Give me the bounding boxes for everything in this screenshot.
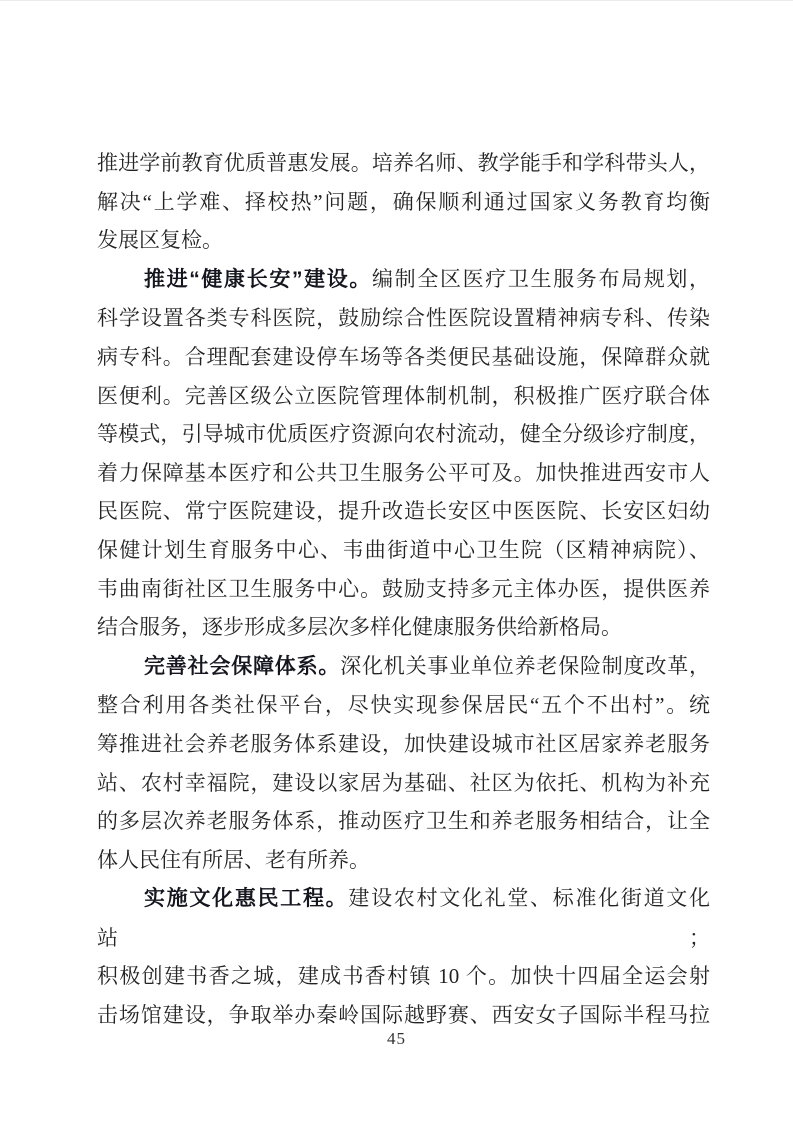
text-line — [97, 531, 710, 570]
text-line — [97, 338, 710, 377]
body-text: 的多层次养老服务体系，推动医疗卫生和养老服务相结合，让全 — [97, 809, 710, 834]
body-text: 韦曲南街社区卫生服务中心。鼓励支持多元主体办医，提供医养 — [97, 576, 710, 601]
body-text: 保健计划生育服务中心、韦曲街道中心卫生院（区精神病院）、 — [97, 537, 710, 562]
body-text: 科学设置各类专科医院，鼓励综合性医院设置精神病专科、传染 — [97, 306, 710, 331]
body-text: 着力保障基本医疗和公共卫生服务公平可及。加快推进西安市人 — [97, 460, 710, 485]
paragraph — [97, 879, 710, 1034]
text-line — [97, 686, 710, 725]
text-line — [97, 299, 710, 338]
text-line — [97, 415, 710, 454]
body-text: 积极创建书香之城，建成书香村镇 10 个。加快十四届全运会射 — [97, 964, 710, 989]
run-in-heading: 推进“健康长安”建设。 — [144, 267, 373, 291]
body-text: 整合利用各类社保平台，尽快实现参保居民“五个不出村”。统 — [97, 693, 710, 718]
body-text: 站、农村幸福院，建设以家居为基础、社区为依托、机构为补充 — [97, 770, 710, 795]
text-line — [97, 802, 710, 841]
body-text: 发展区复检。 — [97, 228, 223, 253]
text-line — [97, 570, 710, 609]
text-line — [97, 492, 710, 531]
body-text: 击场馆建设，争取举办秦岭国际越野赛、西安女子国际半程马拉 — [97, 1003, 710, 1028]
page-footer — [0, 1029, 793, 1049]
text-line — [97, 454, 710, 493]
text-line — [97, 377, 710, 416]
run-in-heading: 完善社会保障体系。 — [144, 654, 341, 678]
text-line — [97, 183, 710, 222]
body-text: 等模式，引导城市优质医疗资源向农村流动，健全分级诊疗制度， — [97, 422, 710, 447]
body-text: 医便利。完善区级公立医院管理体制机制，积极推广医疗联合体 — [97, 383, 710, 408]
body-text: 深化机关事业单位养老保险制度改革， — [340, 653, 710, 678]
document-text-block — [97, 144, 710, 1035]
text-line — [97, 957, 710, 996]
text-line — [97, 764, 710, 803]
body-text: 筹推进社会养老服务体系建设，加快建设城市社区居家养老服务 — [97, 731, 710, 756]
text-line — [97, 608, 710, 647]
text-line — [97, 725, 710, 764]
text-line — [97, 841, 710, 880]
body-text: 编制全区医疗卫生服务布局规划， — [372, 266, 710, 291]
body-text: 推进学前教育优质普惠发展。培养名师、教学能手和学科带头人， — [97, 151, 710, 175]
text-line — [97, 221, 710, 260]
body-text: 病专科。合理配套建设停车场等各类便民基础设施，保障群众就 — [97, 344, 710, 369]
page-number: 45 — [387, 1029, 406, 1048]
text-line — [97, 260, 710, 300]
body-text: 解决“上学难、择校热”问题，确保顺利通过国家义务教育均衡 — [97, 189, 710, 214]
text-line — [97, 647, 710, 687]
body-text: 民医院、常宁医院建设，提升改造长安区中医医院、长安区妇幼 — [97, 499, 710, 524]
paragraph — [97, 260, 710, 647]
body-text: 建设农村文化礼堂、标准化街道文化站； — [97, 886, 710, 950]
text-line — [97, 879, 710, 957]
paragraph — [97, 647, 710, 880]
body-text: 体人民住有所居、老有所养。 — [97, 847, 370, 872]
body-text: 结合服务，逐步形成多层次多样化健康服务供给新格局。 — [97, 615, 622, 640]
text-line — [97, 144, 710, 183]
paragraph — [97, 144, 710, 260]
run-in-heading: 实施文化惠民工程。 — [144, 887, 349, 911]
